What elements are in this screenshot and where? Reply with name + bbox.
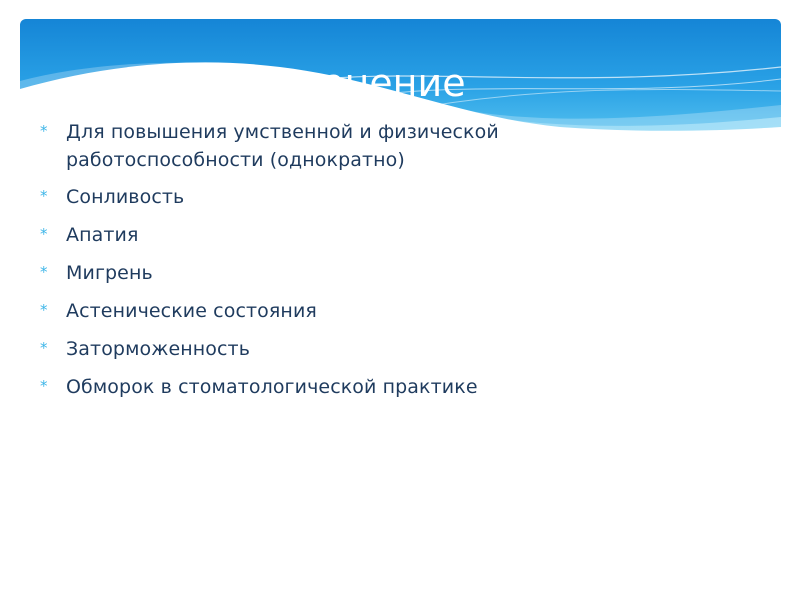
asterisk-bullet-icon: * <box>40 225 48 243</box>
list-item <box>40 183 600 211</box>
list-item-text: Обморок в стоматологической практике <box>66 376 478 398</box>
list-item-text: Сонливость <box>66 186 185 208</box>
list-item <box>40 221 600 249</box>
list-item-text: Апатия <box>66 224 139 246</box>
asterisk-bullet-icon: * <box>40 301 48 319</box>
asterisk-bullet-icon: * <box>40 122 48 140</box>
list-item <box>40 335 600 363</box>
bullet-list <box>40 118 600 411</box>
list-item-text: Мигрень <box>66 262 153 284</box>
list-item <box>40 259 600 287</box>
slide-title <box>215 54 535 104</box>
asterisk-bullet-icon: * <box>40 263 48 281</box>
list-item <box>40 118 600 174</box>
list-item <box>40 373 600 401</box>
list-item <box>40 297 600 325</box>
slide-title-text: Применение <box>215 61 466 104</box>
asterisk-bullet-icon: * <box>40 377 48 395</box>
asterisk-bullet-icon: * <box>40 339 48 357</box>
asterisk-bullet-icon: * <box>40 187 48 205</box>
list-item-text: Заторможенность <box>66 338 251 360</box>
list-item-text: Астенические состояния <box>66 300 317 322</box>
list-item-text: Для повышения умственной и физической работоспособности (однократно) <box>66 121 499 171</box>
